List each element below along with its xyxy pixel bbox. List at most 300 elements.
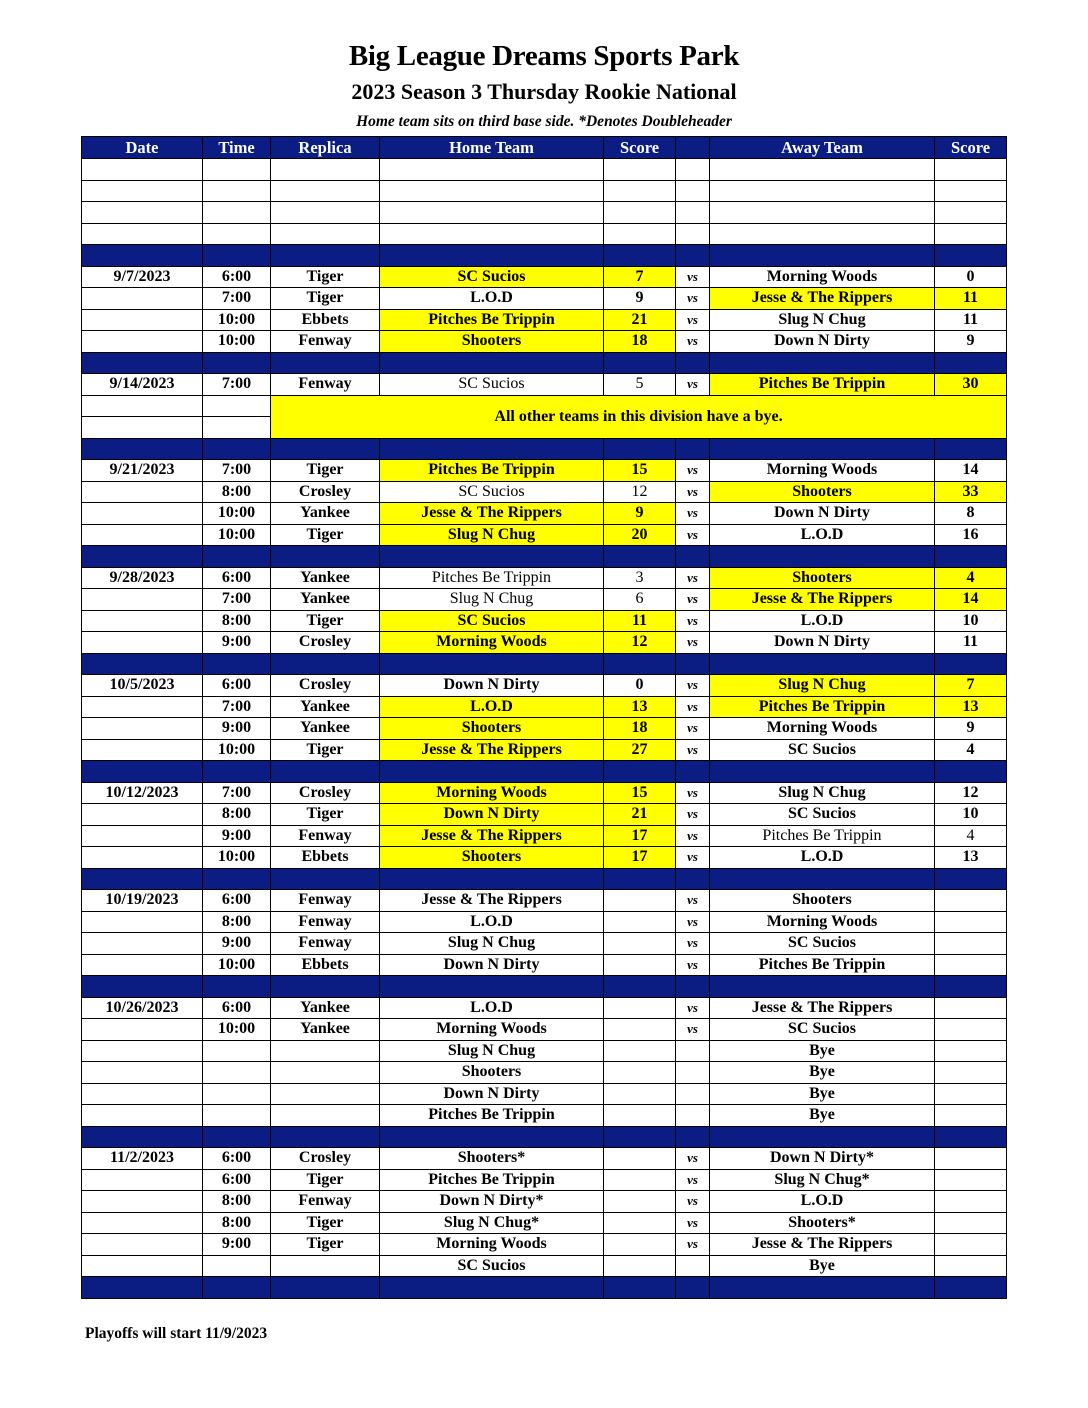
empty-cell [271, 202, 380, 224]
away-team: L.O.D [710, 847, 935, 869]
game-date [82, 933, 203, 955]
game-row [82, 739, 1007, 761]
game-row [82, 1212, 1007, 1234]
divider-cell [676, 438, 710, 460]
home-team: L.O.D [380, 288, 604, 310]
game-time: 6:00 [203, 997, 271, 1019]
away-team: Down N Dirty [710, 632, 935, 654]
home-team: Slug N Chug [380, 1040, 604, 1062]
home-team: Pitches Be Trippin [380, 567, 604, 589]
divider-cell [604, 245, 676, 267]
section-divider [82, 1126, 1007, 1148]
game-replica [271, 1083, 380, 1105]
game-time: 6:00 [203, 567, 271, 589]
game-row [82, 675, 1007, 697]
game-row [82, 374, 1007, 396]
game-time [203, 1083, 271, 1105]
game-time: 6:00 [203, 266, 271, 288]
home-score: 17 [604, 825, 676, 847]
home-team: Slug N Chug [380, 933, 604, 955]
divider-cell [676, 245, 710, 267]
col-header-away-team: Away Team [710, 137, 935, 159]
home-score: 20 [604, 524, 676, 546]
divider-cell [604, 352, 676, 374]
away-score [935, 1062, 1007, 1084]
away-team: Slug N Chug* [710, 1169, 935, 1191]
empty-cell [82, 159, 203, 181]
home-team: Slug N Chug [380, 589, 604, 611]
away-score: 8 [935, 503, 1007, 525]
game-date [82, 911, 203, 933]
game-replica [271, 1255, 380, 1277]
away-team: Shooters* [710, 1212, 935, 1234]
vs-label: vs [676, 825, 710, 847]
away-team: Morning Woods [710, 460, 935, 482]
away-team: Pitches Be Trippin [710, 696, 935, 718]
game-time: 6:00 [203, 1169, 271, 1191]
away-team: Down N Dirty [710, 503, 935, 525]
game-row [82, 1062, 1007, 1084]
game-replica: Tiger [271, 804, 380, 826]
game-row [82, 1234, 1007, 1256]
game-replica: Crosley [271, 782, 380, 804]
divider-cell [82, 245, 203, 267]
divider-cell [676, 546, 710, 568]
game-time: 9:00 [203, 718, 271, 740]
divider-cell [604, 868, 676, 890]
empty-cell [710, 180, 935, 202]
divider-cell [710, 352, 935, 374]
game-time: 7:00 [203, 288, 271, 310]
divider-cell [604, 976, 676, 998]
game-time: 10:00 [203, 503, 271, 525]
section-divider [82, 868, 1007, 890]
away-team: Pitches Be Trippin [710, 374, 935, 396]
vs-label: vs [676, 374, 710, 396]
game-replica: Fenway [271, 331, 380, 353]
divider-cell [935, 546, 1007, 568]
home-score [604, 933, 676, 955]
home-score [604, 1212, 676, 1234]
date-cell [82, 395, 203, 417]
col-header-date: Date [82, 137, 203, 159]
game-date [82, 1255, 203, 1277]
divider-cell [82, 1277, 203, 1299]
game-date [82, 718, 203, 740]
game-date [82, 1169, 203, 1191]
game-row [82, 589, 1007, 611]
home-score: 12 [604, 481, 676, 503]
game-row [82, 997, 1007, 1019]
divider-cell [271, 546, 380, 568]
empty-cell [203, 223, 271, 245]
vs-label: vs [676, 460, 710, 482]
divider-cell [935, 1277, 1007, 1299]
home-score [604, 1062, 676, 1084]
divider-cell [935, 1126, 1007, 1148]
game-time [203, 1040, 271, 1062]
divider-cell [676, 976, 710, 998]
col-header-home-team: Home Team [380, 137, 604, 159]
divider-cell [271, 868, 380, 890]
game-row [82, 782, 1007, 804]
home-team: Shooters [380, 847, 604, 869]
divider-cell [380, 352, 604, 374]
away-score: 10 [935, 804, 1007, 826]
game-replica: Tiger [271, 288, 380, 310]
home-team: Pitches Be Trippin [380, 1169, 604, 1191]
divider-cell [935, 976, 1007, 998]
empty-cell [203, 180, 271, 202]
home-score: 17 [604, 847, 676, 869]
home-score: 7 [604, 266, 676, 288]
game-time: 10:00 [203, 739, 271, 761]
home-team: Morning Woods [380, 632, 604, 654]
away-team: Shooters [710, 481, 935, 503]
col-header-time: Time [203, 137, 271, 159]
game-row [82, 1019, 1007, 1041]
game-replica: Tiger [271, 1169, 380, 1191]
divider-cell [604, 438, 676, 460]
divider-cell [203, 352, 271, 374]
col-header-replica: Replica [271, 137, 380, 159]
game-replica: Yankee [271, 567, 380, 589]
schedule-table [81, 136, 1007, 1299]
game-time: 9:00 [203, 933, 271, 955]
away-team: Bye [710, 1062, 935, 1084]
game-date [82, 309, 203, 331]
home-team: Down N Dirty [380, 675, 604, 697]
game-time [203, 1105, 271, 1127]
away-score: 4 [935, 567, 1007, 589]
section-divider [82, 1277, 1007, 1299]
home-team: Pitches Be Trippin [380, 1105, 604, 1127]
game-replica: Fenway [271, 890, 380, 912]
game-row [82, 696, 1007, 718]
game-replica: Crosley [271, 675, 380, 697]
divider-cell [380, 438, 604, 460]
divider-cell [935, 868, 1007, 890]
empty-cell [676, 159, 710, 181]
game-row [82, 890, 1007, 912]
game-replica: Crosley [271, 1148, 380, 1170]
vs-label: vs [676, 610, 710, 632]
divider-cell [271, 653, 380, 675]
empty-cell [380, 202, 604, 224]
divider-cell [604, 761, 676, 783]
game-time: 10:00 [203, 847, 271, 869]
game-row [82, 1040, 1007, 1062]
divider-cell [203, 546, 271, 568]
game-date [82, 481, 203, 503]
empty-cell [380, 180, 604, 202]
game-replica: Fenway [271, 1191, 380, 1213]
home-team: Jesse & The Rippers [380, 825, 604, 847]
game-row [82, 309, 1007, 331]
home-team: SC Sucios [380, 266, 604, 288]
empty-cell [604, 180, 676, 202]
game-replica: Tiger [271, 1234, 380, 1256]
divider-cell [271, 352, 380, 374]
time-cell [203, 395, 271, 417]
game-date: 9/28/2023 [82, 567, 203, 589]
home-score: 12 [604, 632, 676, 654]
vs-label: vs [676, 1148, 710, 1170]
game-row [82, 804, 1007, 826]
section-divider [82, 653, 1007, 675]
home-score: 9 [604, 503, 676, 525]
home-team: SC Sucios [380, 481, 604, 503]
divider-cell [710, 1126, 935, 1148]
home-team: L.O.D [380, 696, 604, 718]
game-date: 11/2/2023 [82, 1148, 203, 1170]
away-score [935, 933, 1007, 955]
empty-cell [676, 180, 710, 202]
table-header-row [82, 137, 1007, 159]
game-replica: Crosley [271, 632, 380, 654]
game-replica: Yankee [271, 589, 380, 611]
away-team: Down N Dirty* [710, 1148, 935, 1170]
game-row [82, 567, 1007, 589]
game-row [82, 825, 1007, 847]
home-team: L.O.D [380, 911, 604, 933]
game-time: 7:00 [203, 374, 271, 396]
vs-label: vs [676, 331, 710, 353]
vs-label: vs [676, 696, 710, 718]
section-divider [82, 438, 1007, 460]
home-team: Down N Dirty [380, 1083, 604, 1105]
game-date [82, 847, 203, 869]
game-date [82, 1040, 203, 1062]
home-score [604, 1234, 676, 1256]
away-score: 9 [935, 331, 1007, 353]
game-replica: Tiger [271, 739, 380, 761]
empty-cell [82, 223, 203, 245]
away-team: Morning Woods [710, 911, 935, 933]
home-score [604, 1255, 676, 1277]
empty-row [82, 159, 1007, 181]
away-score: 11 [935, 632, 1007, 654]
divider-cell [676, 761, 710, 783]
home-team: Shooters [380, 718, 604, 740]
section-divider [82, 546, 1007, 568]
home-score: 18 [604, 718, 676, 740]
date-cell [82, 417, 203, 439]
divider-cell [710, 761, 935, 783]
empty-cell [604, 159, 676, 181]
vs-label: vs [676, 632, 710, 654]
empty-row [82, 223, 1007, 245]
divider-cell [82, 761, 203, 783]
empty-cell [82, 180, 203, 202]
vs-label: vs [676, 503, 710, 525]
away-team: SC Sucios [710, 804, 935, 826]
home-team: Shooters [380, 331, 604, 353]
game-date: 10/19/2023 [82, 890, 203, 912]
vs-label: vs [676, 739, 710, 761]
divider-cell [380, 546, 604, 568]
home-score: 27 [604, 739, 676, 761]
game-row [82, 524, 1007, 546]
vs-label [676, 1105, 710, 1127]
vs-label: vs [676, 911, 710, 933]
away-score [935, 1255, 1007, 1277]
away-team: Bye [710, 1040, 935, 1062]
away-team: Pitches Be Trippin [710, 954, 935, 976]
game-date [82, 1083, 203, 1105]
divider-cell [710, 868, 935, 890]
game-row [82, 331, 1007, 353]
divider-cell [203, 438, 271, 460]
divider-cell [203, 1126, 271, 1148]
vs-label: vs [676, 1019, 710, 1041]
away-score: 14 [935, 589, 1007, 611]
vs-label [676, 1255, 710, 1277]
game-row [82, 266, 1007, 288]
col-header-vs [676, 137, 710, 159]
game-replica: Yankee [271, 696, 380, 718]
game-time: 8:00 [203, 1191, 271, 1213]
game-date [82, 1105, 203, 1127]
divider-cell [82, 868, 203, 890]
vs-label: vs [676, 309, 710, 331]
game-date: 10/5/2023 [82, 675, 203, 697]
section-divider [82, 352, 1007, 374]
game-date: 9/21/2023 [82, 460, 203, 482]
divider-cell [82, 1126, 203, 1148]
game-replica: Tiger [271, 524, 380, 546]
game-replica: Tiger [271, 460, 380, 482]
vs-label: vs [676, 524, 710, 546]
away-score [935, 1212, 1007, 1234]
game-date: 10/12/2023 [82, 782, 203, 804]
divider-cell [710, 1277, 935, 1299]
home-team: Morning Woods [380, 1234, 604, 1256]
away-team: Bye [710, 1105, 935, 1127]
divider-cell [82, 976, 203, 998]
home-score: 5 [604, 374, 676, 396]
game-time [203, 1255, 271, 1277]
game-time: 8:00 [203, 481, 271, 503]
col-header-home-score: Score [604, 137, 676, 159]
section-divider [82, 761, 1007, 783]
vs-label: vs [676, 1234, 710, 1256]
away-team: Bye [710, 1083, 935, 1105]
schedule-body [82, 159, 1007, 1299]
away-team: Morning Woods [710, 718, 935, 740]
divider-cell [203, 868, 271, 890]
game-time: 7:00 [203, 782, 271, 804]
away-team: Jesse & The Rippers [710, 997, 935, 1019]
game-date [82, 503, 203, 525]
vs-label [676, 1062, 710, 1084]
game-replica: Yankee [271, 997, 380, 1019]
divider-cell [82, 352, 203, 374]
away-team: Shooters [710, 890, 935, 912]
game-replica: Tiger [271, 610, 380, 632]
home-score: 15 [604, 460, 676, 482]
away-score [935, 1148, 1007, 1170]
empty-cell [271, 223, 380, 245]
home-score: 21 [604, 309, 676, 331]
divider-cell [604, 546, 676, 568]
home-score [604, 1169, 676, 1191]
divider-cell [380, 653, 604, 675]
empty-row [82, 202, 1007, 224]
home-team: SC Sucios [380, 374, 604, 396]
game-date [82, 331, 203, 353]
divider-cell [203, 976, 271, 998]
away-team: Bye [710, 1255, 935, 1277]
divider-cell [380, 976, 604, 998]
away-score: 11 [935, 288, 1007, 310]
game-row [82, 933, 1007, 955]
divider-cell [271, 761, 380, 783]
away-score [935, 1234, 1007, 1256]
empty-cell [604, 202, 676, 224]
divider-cell [710, 438, 935, 460]
home-score [604, 1083, 676, 1105]
divider-cell [271, 438, 380, 460]
home-team: Jesse & The Rippers [380, 890, 604, 912]
away-score [935, 911, 1007, 933]
divider-cell [82, 546, 203, 568]
away-team: Slug N Chug [710, 782, 935, 804]
col-header-away-score: Score [935, 137, 1007, 159]
game-date [82, 1191, 203, 1213]
vs-label: vs [676, 847, 710, 869]
divider-cell [271, 976, 380, 998]
away-score [935, 1040, 1007, 1062]
game-replica: Crosley [271, 481, 380, 503]
home-score: 11 [604, 610, 676, 632]
vs-label: vs [676, 675, 710, 697]
home-team: Slug N Chug* [380, 1212, 604, 1234]
vs-label: vs [676, 288, 710, 310]
game-date [82, 589, 203, 611]
empty-cell [676, 202, 710, 224]
away-score: 14 [935, 460, 1007, 482]
divider-cell [380, 761, 604, 783]
game-time: 10:00 [203, 331, 271, 353]
away-score [935, 1105, 1007, 1127]
away-team: Jesse & The Rippers [710, 1234, 935, 1256]
game-row [82, 632, 1007, 654]
home-score [604, 1019, 676, 1041]
home-team: Down N Dirty [380, 804, 604, 826]
away-score: 10 [935, 610, 1007, 632]
game-time: 7:00 [203, 696, 271, 718]
game-replica: Yankee [271, 718, 380, 740]
game-date [82, 1062, 203, 1084]
away-score: 16 [935, 524, 1007, 546]
home-team: Pitches Be Trippin [380, 460, 604, 482]
vs-label: vs [676, 782, 710, 804]
divider-cell [676, 653, 710, 675]
divider-cell [82, 438, 203, 460]
game-time: 9:00 [203, 1234, 271, 1256]
divider-cell [935, 761, 1007, 783]
divider-cell [676, 1126, 710, 1148]
game-replica: Fenway [271, 374, 380, 396]
game-date: 9/7/2023 [82, 266, 203, 288]
empty-cell [935, 223, 1007, 245]
game-date [82, 696, 203, 718]
vs-label: vs [676, 567, 710, 589]
vs-label: vs [676, 1212, 710, 1234]
game-row [82, 481, 1007, 503]
game-row [82, 911, 1007, 933]
